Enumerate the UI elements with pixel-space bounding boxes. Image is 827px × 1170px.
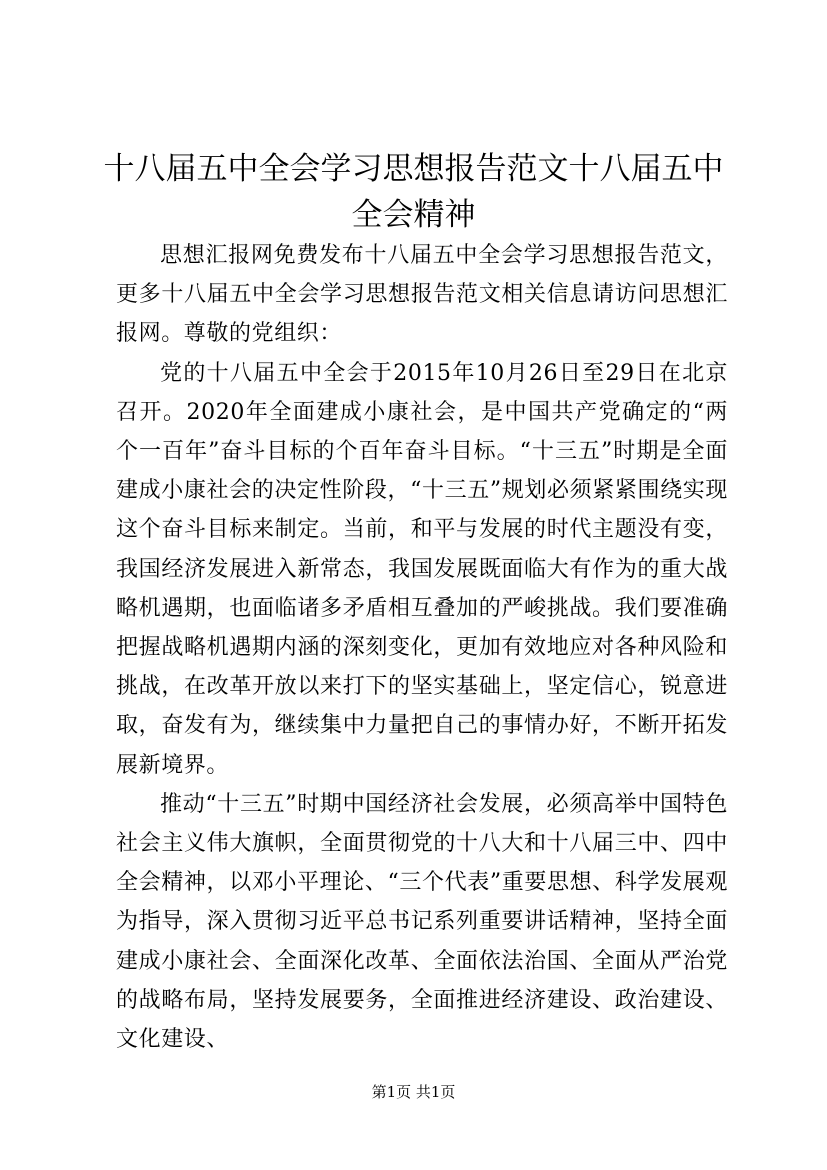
paragraph-development: 推动“十三五”时期中国经济社会发展，必须高举中国特色社会主义伟大旗帜，全面贯彻党的十八大和十八届三中、四中全会精神，以邓小平理论、“三个代表”重要思想、科学发展观为指导，深入贯彻习近平总书记系列重要讲话精神，坚持全面建成小康社会、全面深化改革、全面依法治国、全面从严治党的战略布局，坚持发展要务，全面推进经济建设、政治建设、文化建设、 (116, 791, 728, 1053)
page-number-footer: 第1页 共1页 (371, 1083, 456, 1101)
paragraph-intro: 思想汇报网免费发布十八届五中全会学习思想报告范文，更多十八届五中全会学习思想报告范文相关信息请访问思想汇报网。尊敬的党组织： (116, 243, 728, 347)
paragraph-plenum: 党的十八届五中全会于2015年10月26日至29日在北京召开。2020年全面建成小康社会，是中国共产党确定的“两个一百年”奋斗目标的个百年奋斗目标。“十三五”时期是全面建成小康社会的决定性阶段，“十三五”规划必须紧紧围绕实现这个奋斗目标来制定。当前，和平与发展的时代主题没有变，我国经济发展进入新常态，我国发展既面临大有作为的重大战略机遇期，也面临诸多矛盾相互叠加的严峻挑战。我们要准确把握战略机遇期内涵的深刻变化，更加有效地应对各种风险和挑战，在改革开放以来打下的坚实基础上，坚定信心，锐意进取，奋发有为，继续集中力量把自己的事情办好，不断开拓发展新境界。 (116, 360, 728, 778)
document-title: 十八届五中全会学习思想报告范文十八届五中全会精神 (103, 151, 724, 233)
document-body (116, 236, 728, 1059)
